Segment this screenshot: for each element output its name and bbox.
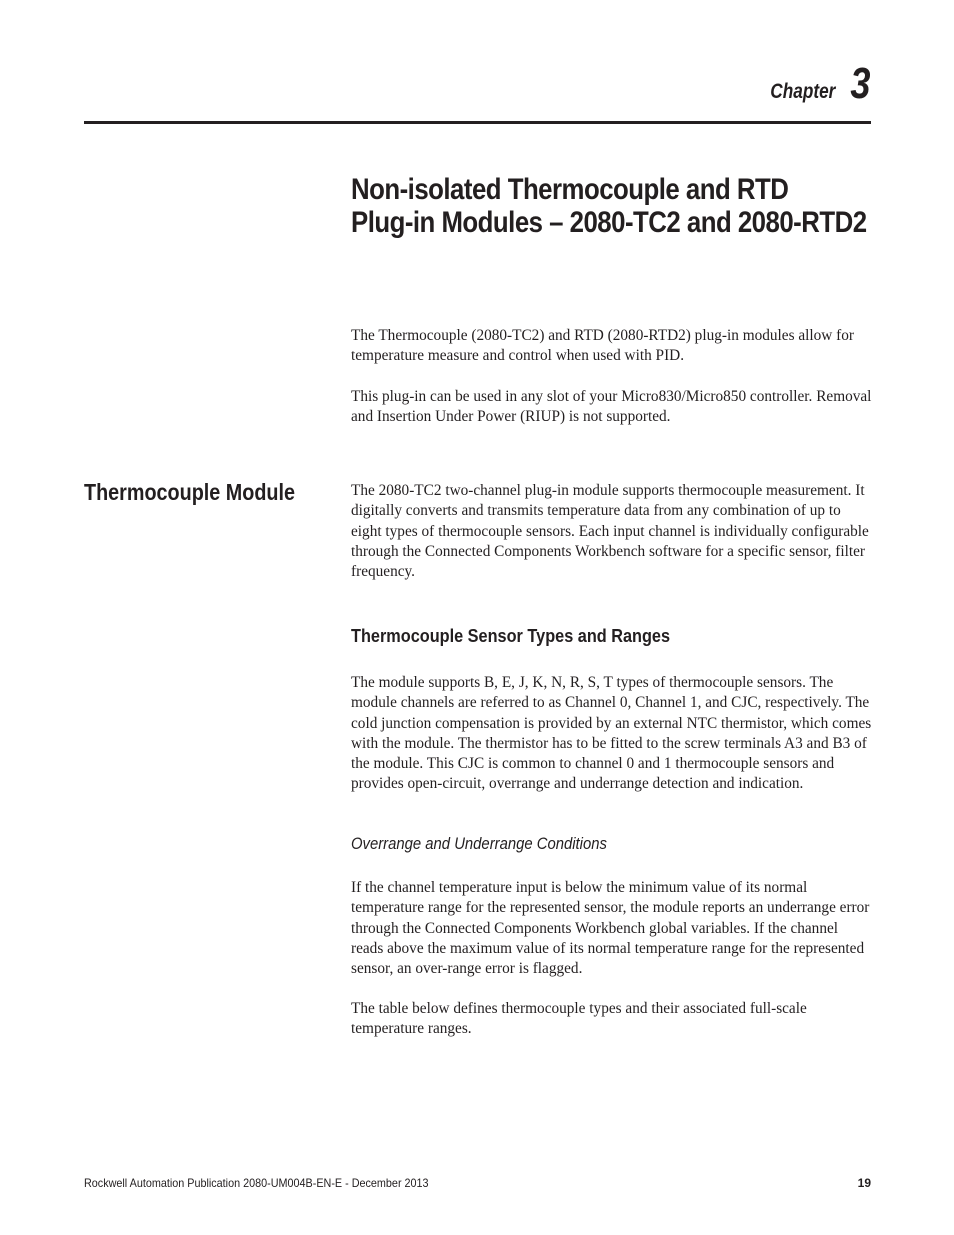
intro-paragraph-2: This plug-in can be used in any slot of your Micro830/Micro850 controller. Removal and Insertion Under Power (RIUP) is not supported. [351, 388, 872, 426]
page-footer [84, 1176, 871, 1190]
chapter-label [756, 59, 870, 108]
section-heading: Thermocouple Module [84, 479, 295, 505]
intro-paragraph-1: The Thermocouple (2080-TC2) and RTD (2080-RTD2) plug-in modules allow for temperature measure and control when used with PID. [351, 327, 854, 365]
chapter-title-line-2: Plug-in Modules – 2080-TC2 and 2080-RTD2 [351, 206, 867, 239]
chapter-title-line-1: Non-isolated Thermocouple and RTD [351, 173, 789, 206]
chapter-divider [84, 121, 871, 124]
footer-publication: Rockwell Automation Publication 2080-UM004B-EN-E - December 2013 [84, 1176, 429, 1190]
chapter-number: 3 [849, 59, 870, 108]
minor-paragraph-2: The table below defines thermocouple types and their associated full-scale temperature ranges. [351, 1000, 807, 1038]
subsection-paragraph: The module supports B, E, J, K, N, R, S, T types of thermocouple sensors. The module channels are referred to as Channel 0, Channel 1, and CJC, respectively. The cold junction compensation is provided by an external NTC thermistor, which comes with the module. The thermistor has to be fitted to the screw terminals A3 and B3 of the module. This CJC is common to channel 0 and 1 thermocouple sensors and provides open-circuit, overrange and underrange detection and indication. [351, 674, 872, 793]
minor-paragraph-1: If the channel temperature input is below the minimum value of its normal temperature range for the represented sensor, the module reports an underrange error through the Connected Components Workbench global variables. If the channel reads above the maximum value of its normal temperature range for the represented sensor, an over-range error is flagged. [351, 879, 870, 978]
subsection-heading: Thermocouple Sensor Types and Ranges [351, 625, 671, 646]
footer-page-number: 19 [857, 1176, 871, 1190]
chapter-word: Chapter [770, 80, 836, 103]
chapter-title [351, 173, 867, 239]
section-paragraph: The 2080-TC2 two-channel plug-in module supports thermocouple measurement. It digitally converts and transmits temperature data from any combination of up to eight types of thermocouple sensors. Each input channel is individually configurable through the Connected Components Workbench software for a specific sensor, filter frequency. [351, 482, 869, 581]
minor-heading: Overrange and Underrange Conditions [351, 835, 607, 853]
